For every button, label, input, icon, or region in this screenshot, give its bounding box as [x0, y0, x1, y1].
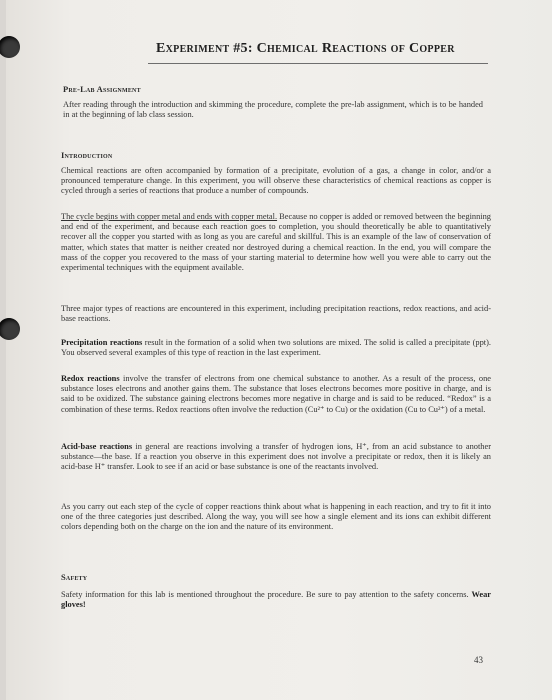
intro-paragraph-6: [61, 442, 491, 473]
redox-term: Redox reactions: [61, 374, 120, 383]
binder-hole-top: [0, 36, 20, 58]
intro-paragraph-7: As you carry out each step of the cycle of copper reactions think about what is happening in each reaction, and try to fit it into one of the three categories just described. Along the way, you will see how a single element and its ions can exhibit different colors depending both on the charge on the ion and the nature of its environment.: [61, 502, 491, 532]
wear-gloves: Wear gloves!: [61, 590, 491, 610]
prelab-text: After reading through the introduction and skimming the procedure, complete the pre-lab assignment, which is to be handed in at the beginning of lab class session.: [63, 100, 483, 120]
safety-heading: Safety: [61, 572, 88, 582]
intro-paragraph-5: [61, 374, 491, 415]
intro-paragraph-5-rest: involve the transfer of electrons from one chemical substance to another. As a result of the process, one substance loses electrons and another gains them. The substance that loses electrons becomes more positive in charge, and is said to be oxidized. The substance gaining electrons becomes more negative in charge and is said to be reduced. “Redox” is a combination of these terms. Redox reactions often involve the reduction (Cu²⁺ to Cu) or the oxidation (Cu to Cu²⁺) of a metal.: [61, 374, 491, 414]
title-rule: [148, 63, 488, 64]
intro-paragraph-2-rest: Because no copper is added or removed between the beginning and end of the experiment, and because each reaction goes to completion, you should theoretically be able to quantitatively recover all the copper you started with as long as you are careful and skillful. This is an example of the law of conservation of matter, which states that matter is neither created nor destroyed during a chemical reaction. In the end, you will compare the mass of the copper you recovered to the mass of your starting material to determine how well you were able to carry out the experimental techniques with the equipment available.: [61, 212, 491, 273]
binder-hole-middle: [0, 318, 20, 340]
page-title: Experiment #5: Chemical Reactions of Copper: [156, 41, 455, 56]
prelab-heading: Pre-Lab Assignment: [63, 84, 141, 94]
acid-base-term: Acid-base reactions: [61, 442, 133, 451]
intro-paragraph-2: [61, 212, 491, 273]
intro-paragraph-3: Three major types of reactions are encountered in this experiment, including precipitation reactions, redox reactions, and acid-base reactions.: [61, 304, 491, 324]
safety-text: [61, 590, 491, 610]
intro-paragraph-4-rest: result in the formation of a solid when two solutions are mixed. The solid is called a precipitate (ppt). You observed several examples of this type of reaction in the last experiment.: [61, 338, 491, 358]
cycle-statement: The cycle begins with copper metal and ends with copper metal.: [61, 212, 278, 221]
intro-paragraph-4: [61, 338, 491, 358]
page-number: 43: [474, 655, 483, 665]
intro-paragraph-1: Chemical reactions are often accompanied by formation of a precipitate, evolution of a gas, a change in color, and/or a pronounced temperature change. In this experiment, you will observe these characteristics of chemical reactions as copper is cycled through a series of reactions that produce a number of compounds.: [61, 166, 491, 196]
precipitation-term: Precipitation reactions: [61, 338, 143, 347]
safety-text-main: Safety information for this lab is mentioned throughout the procedure. Be sure to pay attention to the safety concerns.: [61, 590, 472, 599]
document-page: [6, 0, 552, 700]
intro-paragraph-6-rest: in general are reactions involving a transfer of hydrogen ions, H⁺, from an acid substance to another substance—the base. If a reaction you observe in this experiment does not involve a precipitate or redox, then it is likely an acid-base H⁺ transfer. Look to see if an acid or base substance is one of the reactants involved.: [61, 442, 491, 472]
intro-heading: Introduction: [61, 150, 113, 160]
